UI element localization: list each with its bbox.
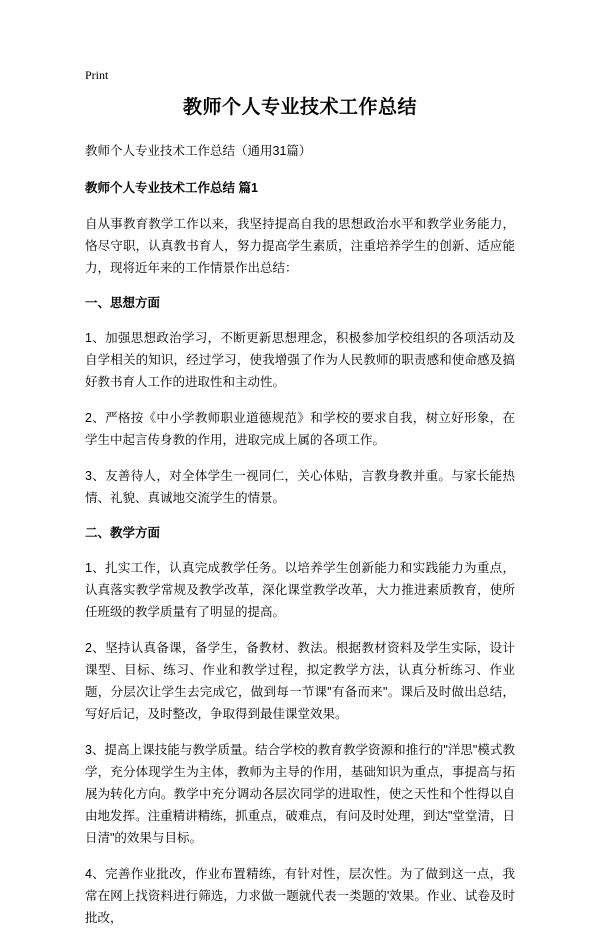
paragraph: 1、加强思想政治学习，不断更新思想理念，积极参加学校组织的各项活动及自学相关的知识，经过学习，使我增强了作为人民教师的职责感和使命感及搞好教书育人工作的进取性和主动性。: [85, 331, 515, 389]
section-heading-1: 一、思想方面: [85, 296, 161, 310]
paragraph: 3、提高上课技能与教学质量。结合学校的教育教学资源和推行的"洋思"模式教学，充分体现学生为主体，教师为主导的作用，基础知识为重点，事提高与拓展为转化方向。教学中充分调动各层次同学的进取性，使之天性和个性得以自由地发挥。注重精讲精练，抓重点，破难点，有问及时处理，到达"堂堂清，日日清"的效果与目标。: [85, 743, 515, 845]
print-link[interactable]: Print: [85, 68, 109, 82]
paragraph: 1、扎实工作，认真完成教学任务。以培养学生创新能力和实践能力为重点，认真落实教学常规及教学改革，深化课堂教学改革，大力推进素质教育，使所任班级的教学质量有了明显的提高。: [85, 561, 515, 619]
document-subtitle: 教师个人专业技术工作总结（通用31篇）: [85, 144, 312, 158]
article-heading: 教师个人专业技术工作总结 篇1: [85, 181, 258, 195]
page-title: 教师个人专业技术工作总结: [182, 97, 417, 118]
intro-paragraph: 自从事教育教学工作以来，我坚持提高自我的思想政治水平和教学业务能力，恪尽守职，认真教书育人，努力提高学生素质，注重培养学生的创新、适应能力，现将近年来的工作情景作出总结：: [85, 217, 515, 275]
paragraph: 2、严格按《中小学教师职业道德规范》和学校的要求自我，树立好形象，在学生中起言传身教的作用，进取完成上属的各项工作。: [85, 411, 515, 447]
paragraph: 3、友善待人，对全体学生一视同仁，关心体贴，言教身教并重。与家长能热情、礼貌、真诚地交流学生的情景。: [85, 469, 515, 505]
paragraph: 2、坚持认真备课，备学生，备教材、教法。根据教材资料及学生实际，设计课型、目标、练习、作业和教学过程，拟定教学方法，认真分析练习、作业题，分层次让学生去完成它，做到每一节课"有备而来"。课后及时做出总结，写好后记，及时整改，争取得到最佳课堂效果。: [85, 641, 515, 721]
paragraph: 4、完善作业批改，作业布置精练，有针对性，层次性。为了做到这一点，我常在网上找资料进行筛选，力求做一题就代表一类题的'效果。作业、试卷及时批改，: [85, 867, 515, 925]
section-heading-2: 二、教学方面: [85, 526, 161, 540]
document-content: [85, 95, 515, 943]
